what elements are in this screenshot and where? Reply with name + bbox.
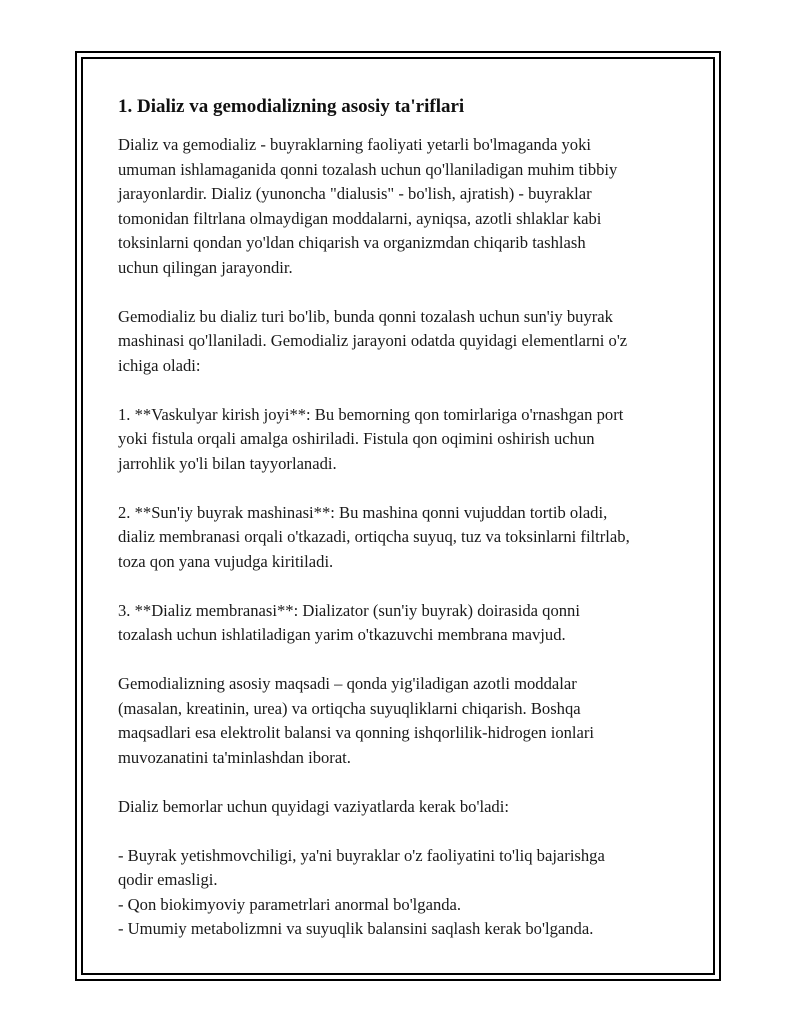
text-line: umuman ishlamaganida qonni tozalash uchun qo'llaniladigan muhim tibbiy bbox=[118, 159, 618, 179]
list-item: - Buyrak yetishmovchiligi, ya'ni buyraklar o'z faoliyatini to'liq bajarishga bbox=[118, 845, 605, 865]
text-line: 3. **Dializ membranasi**: Dializator (sun'iy buyrak) doirasida qonni bbox=[118, 600, 580, 620]
text-line: 2. **Sun'iy buyrak mashinasi**: Bu mashina qonni vujuddan tortib oladi, bbox=[118, 502, 608, 522]
text-line: toksinlarni qondan yo'ldan chiqarish va organizmdan chiqarib tashlash bbox=[118, 233, 586, 252]
paragraph-gap bbox=[118, 280, 698, 305]
text-line: tozalash uchun ishlatiladigan yarim o'tkazuvchi membrana mavjud. bbox=[118, 625, 566, 644]
paragraph-gap bbox=[118, 378, 698, 403]
text-line: Dializ va gemodializ - buyraklarning faoliyati yetarli bo'lmaganda yoki bbox=[118, 135, 591, 154]
text-line: mashinasi qo'llaniladi. Gemodializ jarayoni odatda quyidagi elementlarni o'z bbox=[118, 331, 628, 350]
paragraph-gap bbox=[118, 476, 698, 501]
section-title: 1. Dializ va gemodializning asosiy ta'riflari bbox=[118, 96, 465, 117]
text-line: muvozanatini ta'minlashdan iborat. bbox=[118, 747, 351, 767]
item-artificial-kidney bbox=[118, 501, 698, 575]
text-line: toza qon yana vujudga kiritiladi. bbox=[118, 551, 334, 571]
item-dialysis-membrane bbox=[118, 599, 698, 648]
item-vascular-access bbox=[118, 403, 698, 477]
text-line: maqsadlari esa elektrolit balansi va qonning ishqorlilik-hidrogen ionlari bbox=[118, 723, 595, 742]
list-item: - Qon biokimyoviy parametrlari anormal bo'lganda. bbox=[118, 894, 462, 914]
text-line: dializ membranasi orqali o'tkazadi, ortiqcha suyuq, tuz va toksinlarni filtrlab, bbox=[118, 527, 630, 546]
text-line: Dializ bemorlar uchun quyidagi vaziyatlarda kerak bo'ladi: bbox=[118, 796, 509, 816]
text-line: Gemodializning asosiy maqsadi – qonda yig'iladigan azotli moddalar bbox=[118, 674, 577, 693]
list-item-continuation: qodir emasligi. bbox=[118, 870, 218, 889]
text-line: tomonidan filtrlana olmaydigan moddalarni, ayniqsa, azotli shlaklar kabi bbox=[118, 208, 602, 228]
goal-paragraph bbox=[118, 672, 698, 770]
paragraph-gap bbox=[118, 819, 698, 844]
text-line: ichiga oladi: bbox=[118, 355, 201, 375]
document-body bbox=[118, 94, 698, 942]
paragraph-gap bbox=[118, 648, 698, 673]
text-line: (masalan, kreatinin, urea) va ortiqcha suyuqliklarni chiqarish. Boshqa bbox=[118, 698, 581, 718]
text-line: uchun qilingan jarayondir. bbox=[118, 257, 293, 277]
text-line: jarrohlik yo'li bilan tayyorlanadi. bbox=[118, 453, 337, 473]
text-line: jarayonlardir. Dializ (yunoncha "dialusis" - bo'lish, ajratish) - buyraklar bbox=[118, 184, 592, 203]
conditions-list bbox=[118, 844, 698, 942]
intro-paragraph bbox=[118, 133, 698, 280]
paragraph-gap bbox=[118, 770, 698, 795]
hemodialysis-paragraph bbox=[118, 305, 698, 379]
paragraph-gap bbox=[118, 574, 698, 599]
needed-paragraph bbox=[118, 795, 698, 820]
text-line: Gemodializ bu dializ turi bo'lib, bunda qonni tozalash uchun sun'iy buyrak bbox=[118, 306, 613, 326]
list-item: - Umumiy metabolizmni va suyuqlik balansini saqlash kerak bo'lganda. bbox=[118, 919, 594, 938]
text-line: yoki fistula orqali amalga oshiriladi. Fistula qon oqimini oshirish uchun bbox=[118, 429, 595, 448]
text-line: 1. **Vaskulyar kirish joyi**: Bu bemorning qon tomirlariga o'rnashgan port bbox=[118, 404, 624, 424]
